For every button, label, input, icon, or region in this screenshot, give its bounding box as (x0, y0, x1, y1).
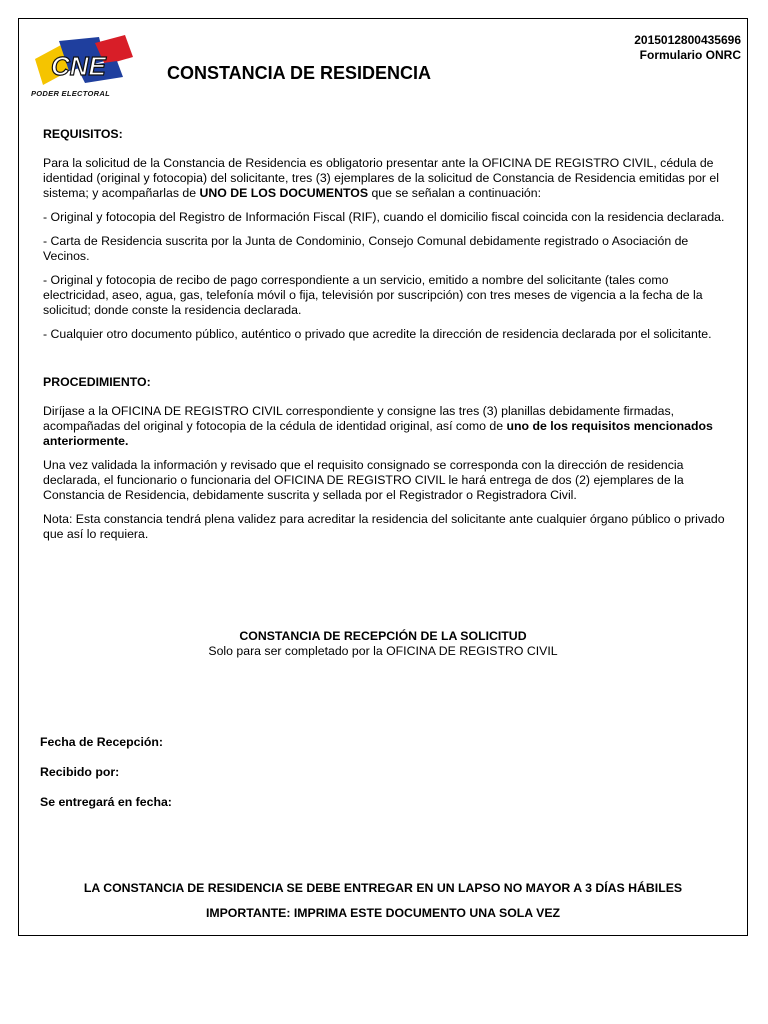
document-id (634, 33, 741, 63)
requisito-item: - Cualquier otro documento público, auténtico o privado que acredite la dirección de residencia declarada por el solicitante. (43, 327, 712, 341)
recepcion-fields (40, 735, 172, 825)
logo-text: CNE (51, 51, 106, 81)
recepcion-subheading: Solo para ser completado por la OFICINA DE REGISTRO CIVIL (208, 644, 558, 658)
procedimiento-paragraph: Una vez validada la información y revisado que el requisito consignado se corresponda con la dirección de residencia declarada, el funcionario o funcionaria del OFICINA DE REGISTRO CIVIL le hará entrega de dos (2) ejemplares de la Constancia de Residencia, debidamente suscrita y sellada por el Registrador o Registradora Civil. (43, 458, 684, 502)
document-sheet (18, 18, 748, 936)
requisito-item: - Carta de Residencia suscrita por la Junta de Condominio, Consejo Comunal debidamente registrado o Asociación de Vecinos. (43, 234, 689, 263)
recepcion-heading: CONSTANCIA DE RECEPCIÓN DE LA SOLICITUD (239, 629, 527, 643)
nota-paragraph: Nota: Esta constancia tendrá plena validez para acreditar la residencia del solicitante ante cualquier órgano público o privado que así lo requiera. (43, 512, 725, 541)
fecha-entrega-label: Se entregará en fecha: (40, 795, 172, 809)
footer-line-plazo: LA CONSTANCIA DE RESIDENCIA SE DEBE ENTREGAR EN UN LAPSO NO MAYOR A 3 DÍAS HÁBILES (83, 881, 683, 895)
requisitos-intro: Para la solicitud de la Constancia de Residencia es obligatorio presentar ante la OFICINA DE REGISTRO CIVIL, cédula de identidad (original y fotocopia) del solicitante, tres (3) ejemplares de la solicitud de Constancia de Residencia emitidas por el sistema; y acompañarlas de UNO DE LOS DOCUMENTOS que se señalan a continuación: (43, 156, 720, 200)
recepcion-section (19, 629, 747, 659)
requisito-item: - Original y fotocopia de recibo de pago correspondiente a un servicio, emitido a nombre del solicitante (tales como electricidad, aseo, agua, gas, telefonía móvil o fija, televisión por suscripción) con tres meses de vigencia a la fecha de la solicitud; donde conste la residencia declarada. (43, 273, 703, 317)
procedimiento-heading: PROCEDIMIENTO: (43, 375, 151, 389)
form-name: Formulario ONRC (639, 48, 741, 62)
requisito-item: - Original y fotocopia del Registro de Información Fiscal (RIF), cuando el domicilio fiscal coincida con la residencia declarada. (43, 210, 725, 224)
procedimiento-paragraph: Diríjase a la OFICINA DE REGISTRO CIVIL correspondiente y consigne las tres (3) planillas debidamente firmadas, acompañadas del original y fotocopia de la cédula de identidad original, así como de uno de los requisitos mencionados anteriormente. (43, 404, 713, 448)
doc-number: 2015012800435696 (634, 33, 741, 47)
page-title: CONSTANCIA DE RESIDENCIA (166, 63, 431, 83)
logo-subtitle: PODER ELECTORAL (31, 89, 110, 98)
requisitos-heading: REQUISITOS: (43, 127, 123, 141)
recibido-por-label: Recibido por: (40, 765, 120, 779)
footer-line-importante: IMPORTANTE: IMPRIMA ESTE DOCUMENTO UNA SOLA VEZ (205, 906, 561, 920)
fecha-recepcion-label: Fecha de Recepción: (40, 735, 164, 749)
document-body (43, 127, 725, 551)
footer-notice (19, 881, 747, 931)
